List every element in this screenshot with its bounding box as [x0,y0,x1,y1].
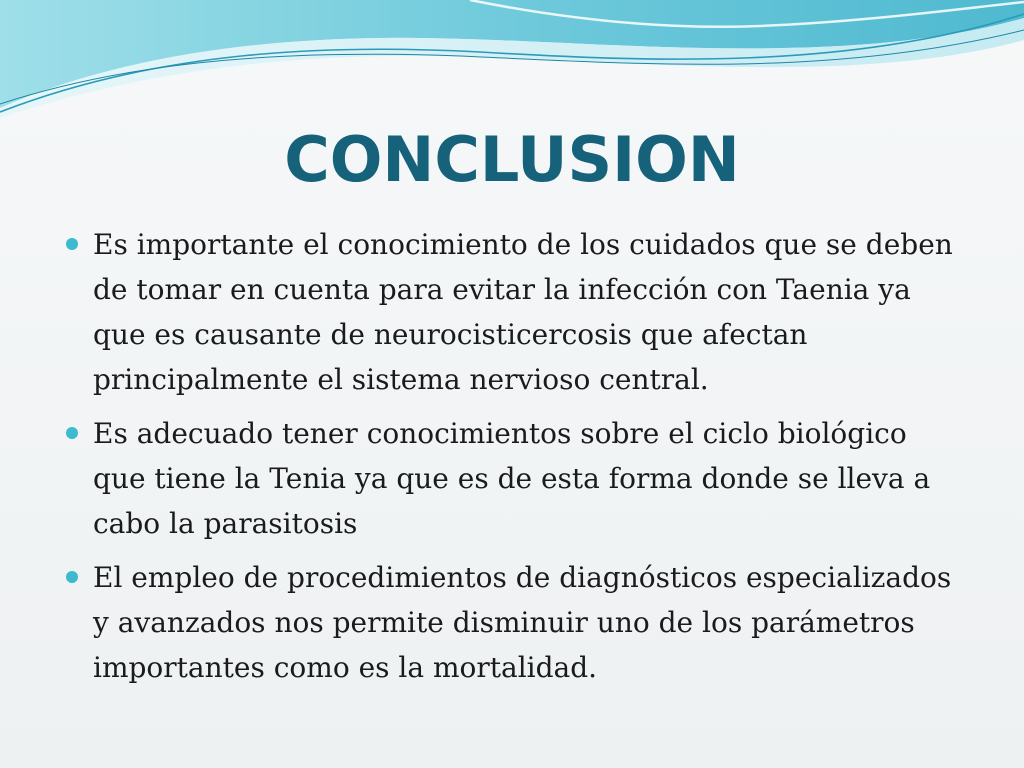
bullet-list [60,222,960,699]
bullet-item [60,222,960,402]
filled-circle-icon [66,571,78,583]
bullet-text: Es importante el conocimiento de los cuidados que se deben de tomar en cuenta para evitar la infección con Taenia ya que es causante de neurocisticercosis que afectan principalmente el sistema nervioso central. [93,228,953,396]
bullet-item [60,555,960,690]
header-wave-decoration [0,0,1024,130]
bullet-text: Es adecuado tener conocimientos sobre el ciclo biológico que tiene la Tenia ya que es de esta forma donde se lleva a cabo la parasitosis [93,417,931,540]
filled-circle-icon [66,427,78,439]
bullet-text: El empleo de procedimientos de diagnósticos especializados y avanzados nos permite disminuir uno de los parámetros importantes como es la mortalidad. [93,561,952,684]
filled-circle-icon [66,238,78,250]
slide-title: CONCLUSION [284,123,740,196]
bullet-item [60,411,960,546]
